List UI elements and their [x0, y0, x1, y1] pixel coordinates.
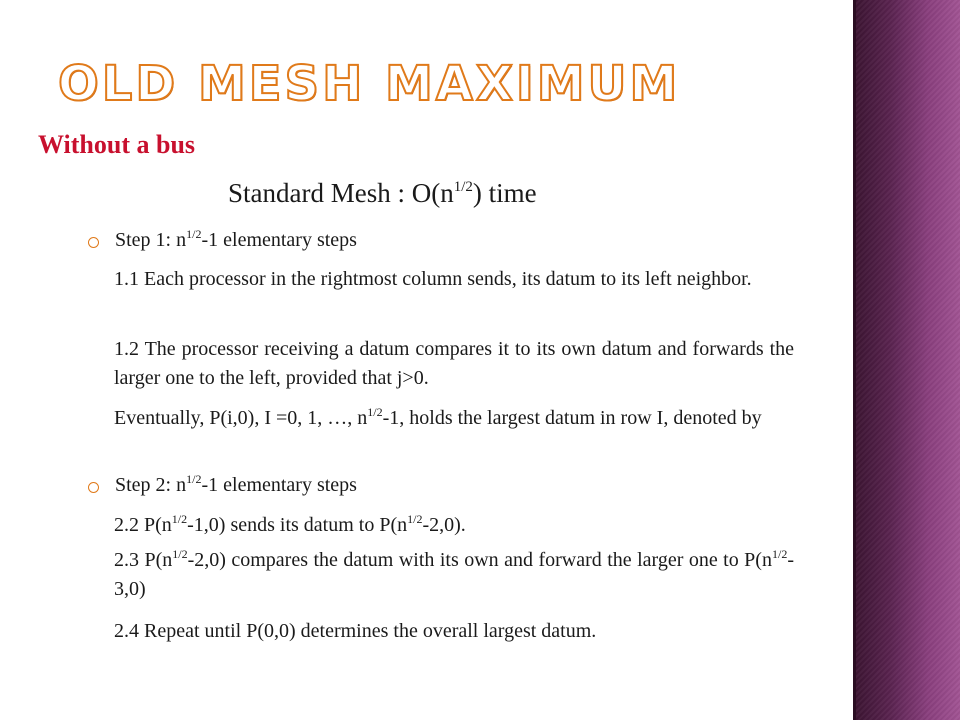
- paragraph-2-3: 2.3 $P(n^{1/2}-2,0)$ compares the datum with its own and forward the larger one to $P(n^{1/2}-3,0)$: [114, 547, 794, 600]
- paragraph-1-2: 1.2 The processor receiving a datum compares it to its own datum and forwards the larger one to the left, provided that j>0.: [114, 338, 794, 389]
- slide: OLD MESH MAXIMUM Without a bus Standard Mesh : $O(n^{1/2})$ time Step 1: $n^{1/2}-1$ elementary steps 1.1 Each processor in the rightmost column sends, its datum to its left neighbor. 1.2 The processor receiving a datum compares it to its own datum and forwards the larger one to the left, provided that j>0. Eventually, P(i,0), I =0, 1, …, $n^{1/2}-1$, holds the largest datum in row I, denoted by Step 2: $n^{1/2}-1$ elementary steps 2.2 $P(n^{1/2}-1,0)$ sends its datum to $P(n^{1/2}-2,0)$. 2.3 $P(n^{1/2}-2,0)$ compares the datum with its own and forward the larger one to $P(n^{1/2}-3,0)$ 2.4 Repeat until P(0,0) determines the overall largest datum.: [0, 0, 960, 720]
- sidebar-edge: [853, 0, 856, 720]
- section-heading: Standard Mesh : $O(n^{1/2})$ time: [228, 178, 537, 208]
- paragraph-2-4: 2.4 Repeat until P(0,0) determines the overall largest datum.: [114, 620, 597, 642]
- decorative-sidebar: [853, 0, 960, 720]
- subtitle: Without a bus: [38, 130, 196, 159]
- bullet-circle-icon: [88, 237, 99, 248]
- paragraph-2-2: 2.2 $P(n^{1/2}-1,0)$ sends its datum to $P(n^{1/2}-2,0)$.: [114, 512, 466, 536]
- paragraph-eventually: Eventually, P(i,0), I =0, 1, …, $n^{1/2}-1$, holds the largest datum in row I, denoted by: [114, 405, 762, 429]
- paragraph-1-1: 1.1 Each processor in the rightmost column sends, its datum to its left neighbor.: [114, 268, 752, 290]
- bullet-circle-icon: [88, 482, 99, 493]
- slide-title: OLD MESH MAXIMUM: [58, 56, 681, 112]
